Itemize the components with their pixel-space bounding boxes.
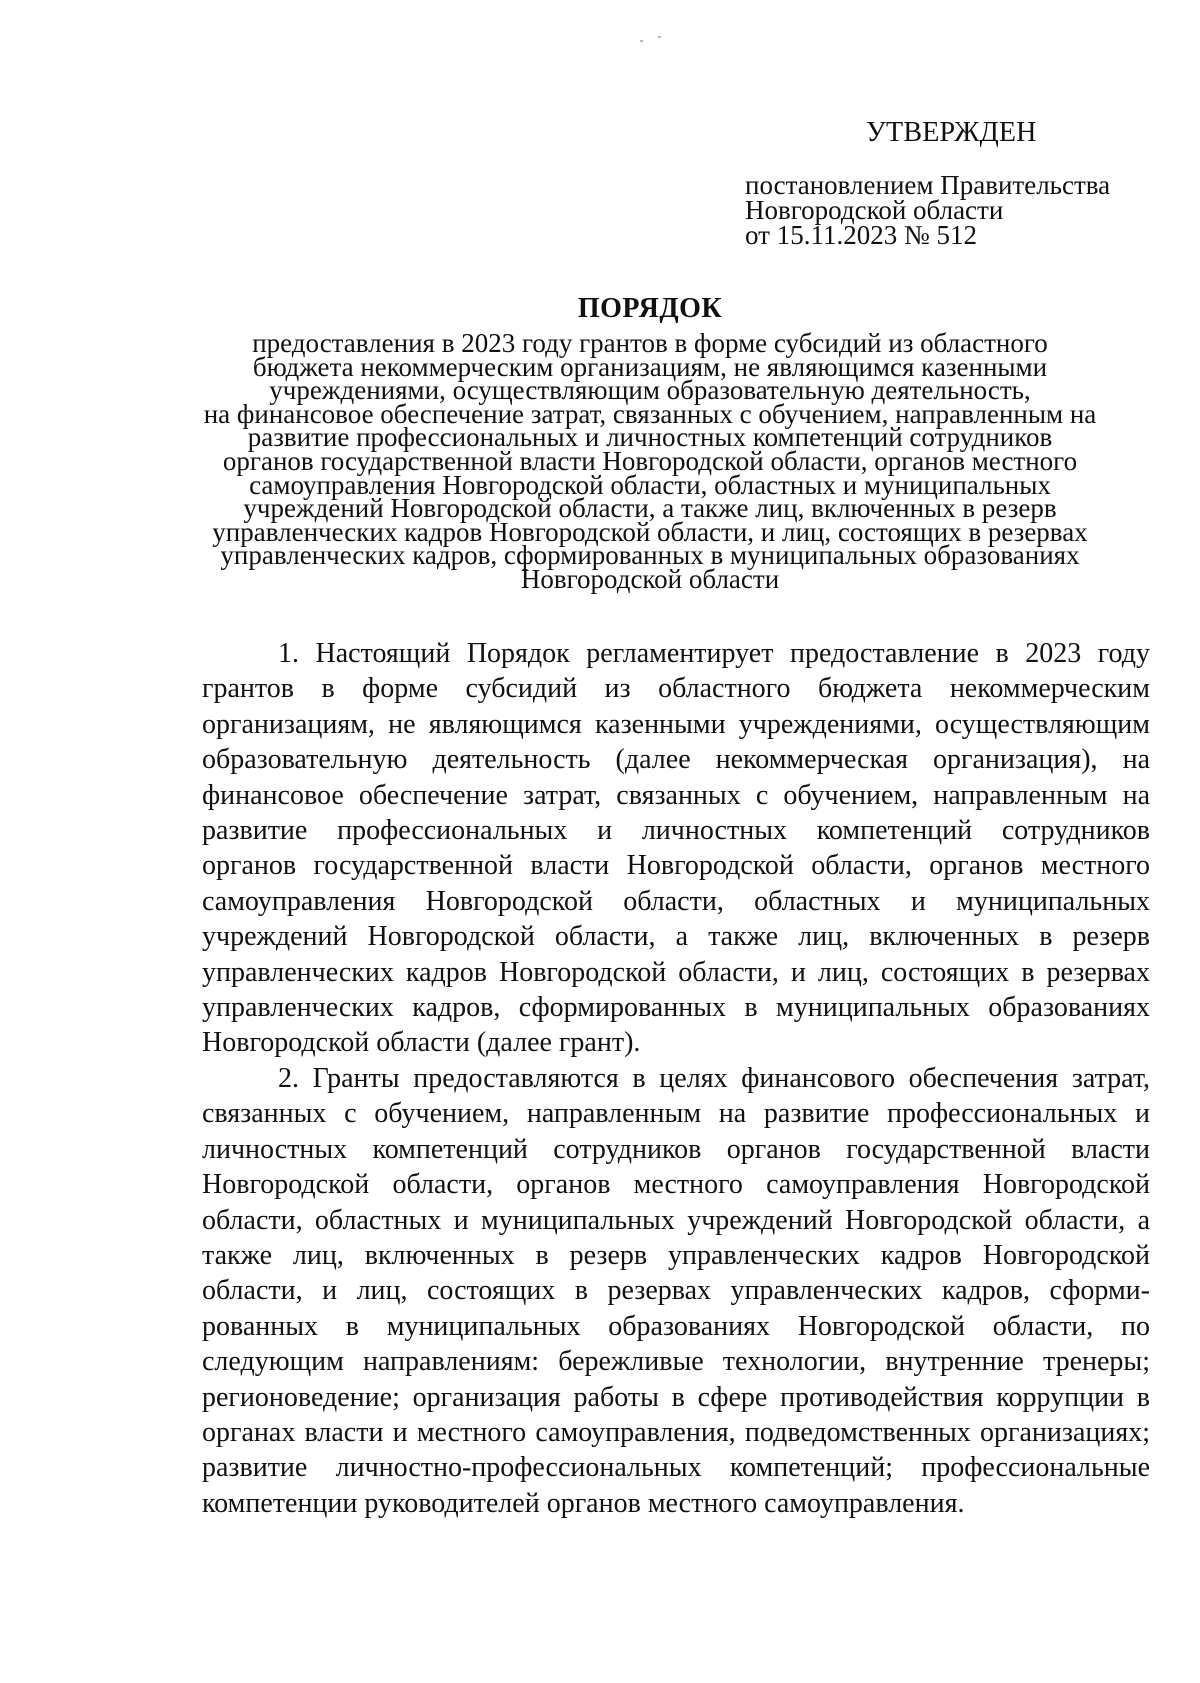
document-heading bbox=[150, 292, 1150, 592]
heading-line: органов государственной власти Новгородской области, органов местного bbox=[222, 445, 1078, 476]
paragraph-line: области, и лиц, состоящих в резервах управленческих кадров, сформи- bbox=[202, 1275, 1150, 1307]
approval-stamp bbox=[745, 117, 1165, 248]
scan-speck bbox=[640, 40, 643, 42]
paragraph-line: регионоведение; организация работы в сфере противодействия коррупции в bbox=[202, 1381, 1150, 1413]
paragraph-1 bbox=[202, 636, 1150, 1061]
paragraph-line: компетенции руководителей органов местного самоуправления. bbox=[202, 1487, 965, 1519]
heading-line: учреждениями, осуществляющим образовательную деятельность, bbox=[269, 375, 1031, 406]
paragraph-line: связанных с обучением, направленным на развитие профессиональных и bbox=[202, 1098, 1150, 1130]
approval-line-2: Новгородской области bbox=[745, 195, 1004, 225]
paragraph-line: личностных компетенций сотрудников органов государственной власти bbox=[202, 1133, 1150, 1165]
document-title: ПОРЯДОК bbox=[577, 293, 723, 324]
paragraph-line: следующим направлениям: бережливые технологии, внутренние тренеры; bbox=[202, 1346, 1150, 1378]
heading-line: управленческих кадров Новгородской области, и лиц, состоящих в резервах bbox=[212, 516, 1088, 547]
paragraph-line: учреждений Новгородской области, а также лиц, включенных в резерв bbox=[202, 921, 1150, 953]
heading-line: предоставления в 2023 году грантов в форме субсидий из областного bbox=[252, 328, 1048, 358]
paragraph-line: также лиц, включенных в резерв управленческих кадров Новгородской bbox=[202, 1239, 1150, 1271]
paragraph-line: управленческих кадров, сформированных в муниципальных образованиях bbox=[202, 992, 1150, 1024]
paragraph-line: органах власти и местного самоуправления, подведомственных организациях; bbox=[202, 1416, 1150, 1448]
approval-title: УТВЕРЖДЕН bbox=[866, 117, 1037, 148]
paragraph-line: Новгородской области, органов местного самоуправления Новгородской bbox=[202, 1169, 1150, 1201]
approval-line-3: от 15.11.2023 № 512 bbox=[745, 220, 977, 250]
paragraph-line: 2. Гранты предоставляются в целях финансового обеспечения затрат, bbox=[278, 1062, 1150, 1094]
paragraph-line: организациям, не являющимся казенными учреждениями, осуществляющим bbox=[202, 708, 1150, 740]
paragraph-line: самоуправления Новгородской области, областных и муниципальных bbox=[202, 885, 1150, 917]
paragraph-line: финансовое обеспечение затрат, связанных с обучением, направленным на bbox=[202, 779, 1150, 811]
document-body bbox=[202, 636, 1150, 1521]
heading-line: Новгородской области bbox=[520, 563, 780, 594]
paragraph-line: 1. Настоящий Порядок регламентирует предоставление в 2023 году bbox=[278, 638, 1150, 669]
paragraph-line: развитие личностно-профессиональных компетенций; профессиональные bbox=[202, 1452, 1150, 1484]
paragraph-line: рованных в муниципальных образованиях Новгородской области, по bbox=[202, 1310, 1150, 1342]
heading-line: учреждений Новгородской области, а также лиц, включенных в резерв bbox=[243, 493, 1057, 524]
scan-speck bbox=[658, 36, 661, 38]
paragraph-line: Новгородской области (далее грант). bbox=[202, 1027, 641, 1059]
paragraph-line: органов государственной власти Новгородской области, органов местного bbox=[202, 850, 1150, 882]
heading-line: развитие профессиональных и личностных компетенций сотрудников bbox=[247, 422, 1053, 453]
paragraph-line: грантов в форме субсидий из областного бюджета некоммерческим bbox=[202, 673, 1150, 705]
paragraph-line: развитие профессиональных и личностных компетенций сотрудников bbox=[202, 815, 1150, 847]
heading-line: бюджета некоммерческим организациям, не являющимся казенными bbox=[252, 351, 1048, 382]
paragraph-line: области, областных и муниципальных учреждений Новгородской области, а bbox=[202, 1204, 1150, 1236]
heading-line: управленческих кадров, сформированных в муниципальных образованиях bbox=[220, 540, 1080, 571]
heading-line: самоуправления Новгородской области, областных и муниципальных bbox=[249, 469, 1051, 500]
paragraph-2 bbox=[202, 1061, 1150, 1521]
heading-line: на финансовое обеспечение затрат, связанных с обучением, направленным на bbox=[203, 398, 1097, 429]
paragraph-line: управленческих кадров Новгородской области, и лиц, состоящих в резервах bbox=[202, 956, 1150, 988]
approval-line-1: постановлением Правительства bbox=[745, 170, 1111, 200]
paragraph-line: образовательную деятельность (далее некоммерческая организация), на bbox=[202, 744, 1150, 776]
